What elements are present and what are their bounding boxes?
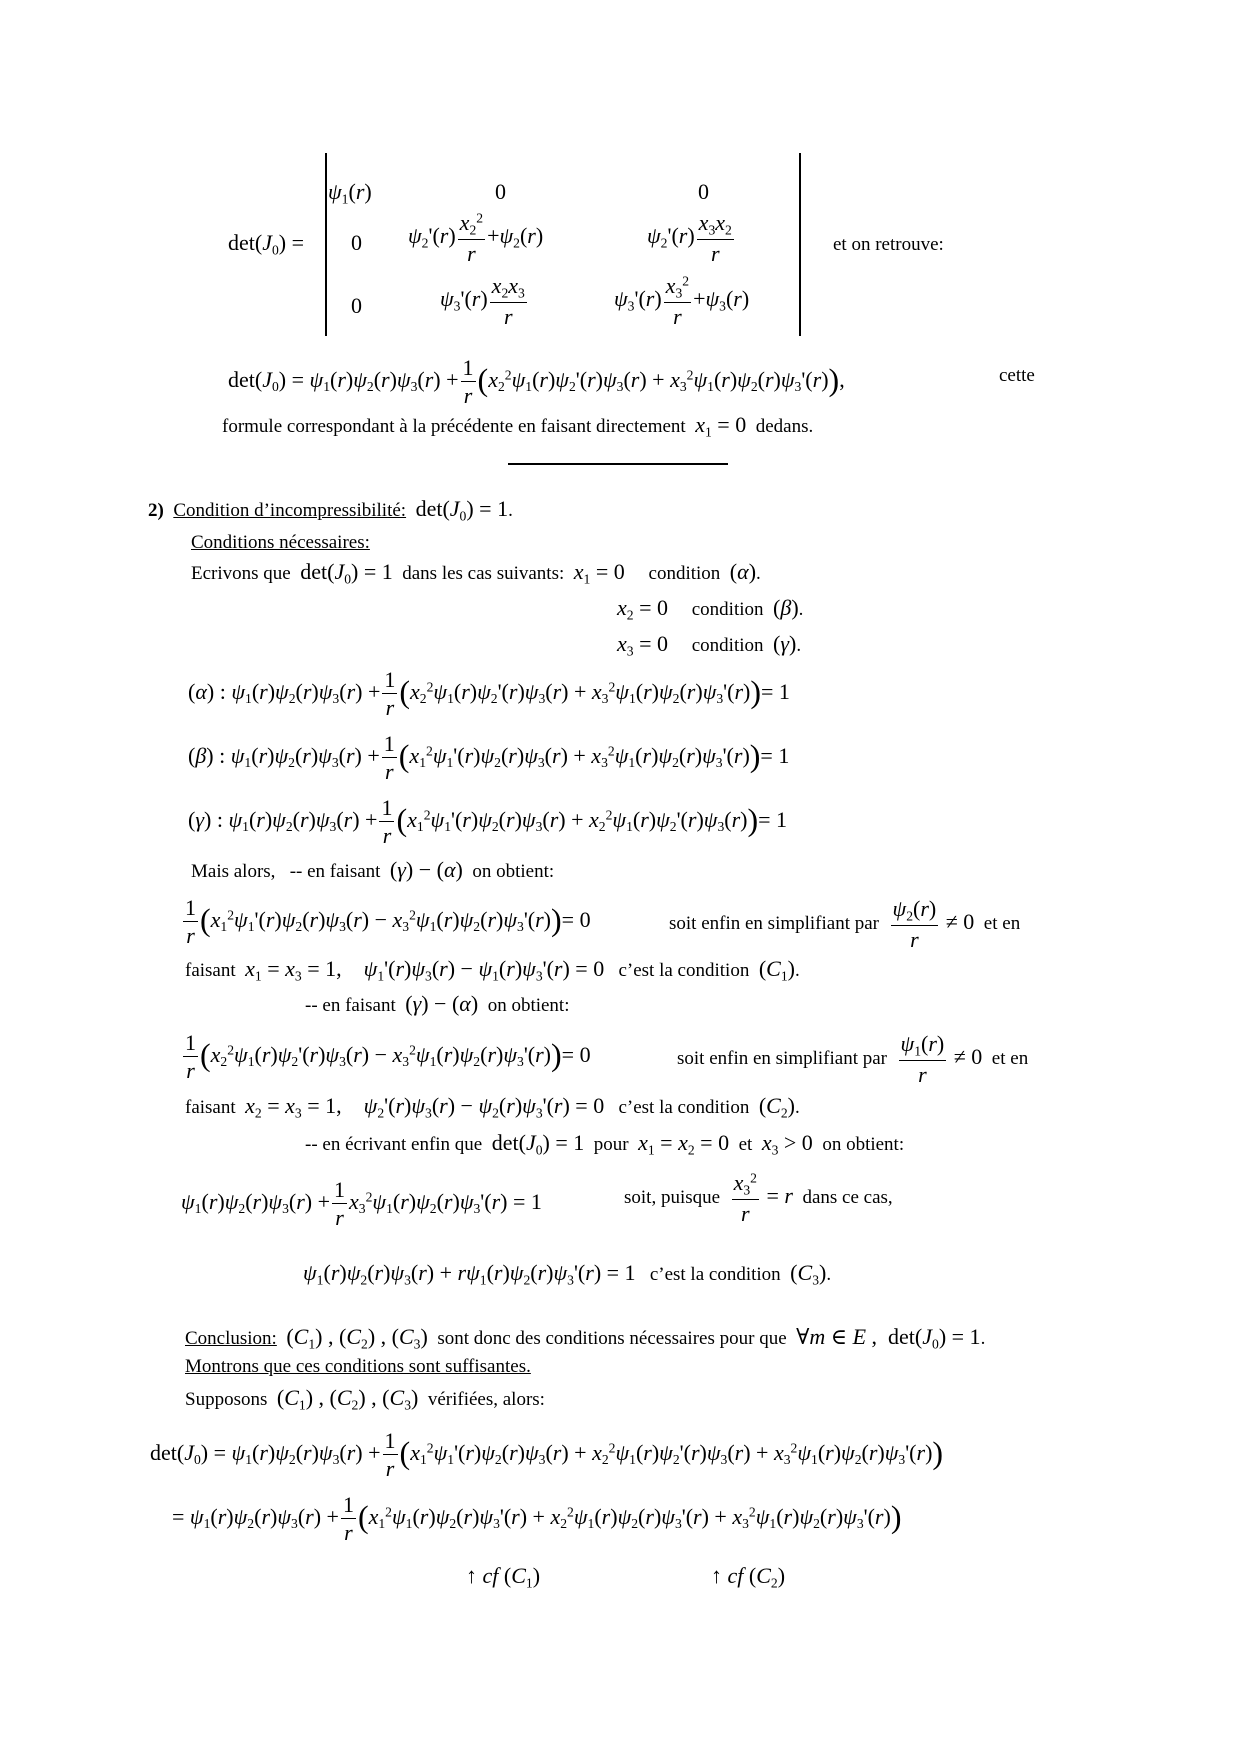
det-bar-left [325,153,327,336]
formule-line: formule correspondant à la précédente en faisant directement $x_1 = 0$ dedans. [222,412,814,440]
cf-c2-annotation: ↑ cf $(C_2)$ [711,1563,786,1591]
section-heading: 2) Condition d’incompressibilité: $\det(J_0) = 1$. [148,496,513,524]
det-bar-right [799,153,801,336]
equation-gamma: (γ) : $\psi_1(r)\psi_2(r)\psi_3(r)$ + $\frac{1}{r}$ $(x_1^2\psi_1'(r)\psi_2(r)\psi_3(r) + x_2^2\psi_1(r)\psi_2'(r)\psi_3(r))= 1$ [188,795,788,849]
mais-alors-line: Mais alors, -- en faisant (γ) − (α) on obtient: [191,857,555,882]
montrons-line: Montrons que ces conditions sont suffisantes. [185,1356,531,1377]
matrix-r3c3: $\psi_3'(r)$ $\frac{x_3^2}{r}$ $+\psi_3(r)$ [614,273,750,330]
ecrivons-line: Ecrivons que $\det(J_0) = 1$ dans les cas suivants: $x_1 = 0$ condition (α). [191,559,761,587]
cf-c1-annotation: ↑ cf $(C_1)$ [466,1563,541,1591]
simplifiant-c1: soit enfin en simplifiant par $\frac{\psi_2(r)}{r}$ ≠ 0 et en [669,896,1021,953]
matrix-r2c1: 0 [351,230,362,255]
soit-puisque: soit, puisque $\frac{x_3^2}{r}$ = r dans ce cas, [624,1170,893,1227]
matrix-r2c3: $\psi_2'(r)$ $\frac{x_3x_2}{r}$ [647,210,732,267]
matrix-r3c2: $\psi_3'(r)$ $\frac{x_2x_3}{r}$ [440,273,525,330]
matrix-r1c3: 0 [698,179,709,204]
equation-c3-derivation: $\psi_1(r)\psi_2(r)\psi_3(r)$ + $\frac{1}{r}$ $x_3^2\psi_1(r)\psi_2(r)\psi_3'(r) = 1$ [181,1177,542,1231]
equation-c1-derivation: $\frac{1}{r}$ $(x_1^2\psi_1'(r)\psi_2(r)\psi_3(r) - x_3^2\psi_1(r)\psi_2(r)\psi_3'(r))= 0$ [185,895,591,949]
condition-c3-line: $\psi_1(r)\psi_2(r)\psi_3(r) + r\psi_1(r)\psi_2(r)\psi_3'(r) = 1$ c’est la condition $(C_3)$. [303,1260,832,1288]
condition-c2-line: faisant $x_2 = x_3 = 1$, $\psi_2'(r)\psi_3(r) - \psi_2(r)\psi_3'(r) = 0$ c’est la condition $(C_2)$. [185,1093,800,1121]
det-formula-line: $\det(J_0) = \psi_1(r)\psi_2(r)\psi_3(r)$ + $\frac{1}{r}$ $(x_2^2\psi_1(r)\psi_2'(r)\psi_3(r) + x_3^2\psi_1(r)\psi_2(r)\psi_3'(r))$, [228,355,845,409]
supposons-line: Supposons $(C_1)$ , $(C_2)$ , $(C_3)$ vérifiées, alors: [185,1385,545,1413]
separator-line [508,463,728,465]
condition-c1-line: faisant $x_1 = x_3 = 1$, $\psi_1'(r)\psi_3(r) - \psi_1(r)\psi_3'(r) = 0$ c’est la condition $(C_1)$. [185,956,800,984]
final-det-line1: $\det(J_0) = \psi_1(r)\psi_2(r)\psi_3(r)$ + $\frac{1}{r}$ $(x_1^2\psi_1'(r)\psi_2(r)\psi_3(r) + x_2^2\psi_1(r)\psi_2'(r)\psi_3(r) + x_3^2\psi_1(r)\psi_2(r)\psi_3'(r))$ [150,1428,944,1482]
cette: cette [999,365,1035,386]
dash2-line: -- en faisant (γ) − (α) on obtient: [305,991,570,1016]
necessary-heading: Conditions nécessaires: [191,532,370,553]
case-beta: $x_2 = 0$ condition (β). [617,595,804,623]
equation-c2-derivation: $\frac{1}{r}$ $(x_2^2\psi_1(r)\psi_2'(r)\psi_3(r) - x_3^2\psi_1(r)\psi_2(r)\psi_3'(r))= 0$ [185,1030,591,1084]
et-on-retrouve: et on retrouve: [833,234,944,255]
conclusion-line: Conclusion: $(C_1)$ , $(C_2)$ , $(C_3)$ sont donc des conditions nécessaires pour que ∀m ∈ E , $\det(J_0) = 1$. [185,1324,986,1352]
equation-beta: (β) : $\psi_1(r)\psi_2(r)\psi_3(r)$ + $\frac{1}{r}$ $(x_1^2\psi_1'(r)\psi_2(r)\psi_3(r) + x_3^2\psi_1(r)\psi_2(r)\psi_3'(r))= 1$ [188,731,790,785]
matrix-r1c2: 0 [495,179,506,204]
case-gamma: $x_3 = 0$ condition (γ). [617,631,802,659]
matrix-r1c1: $\psi_1(r)$ [328,179,372,207]
matrix-r3c1: 0 [351,293,362,318]
final-det-line2: = $\psi_1(r)\psi_2(r)\psi_3(r)$ + $\frac{1}{r}$ $(x_1^2\psi_1(r)\psi_2(r)\psi_3'(r) + x_2^2\psi_1(r)\psi_2(r)\psi_3'(r) + x_3^2\psi_1(r)\psi_2(r)\psi_3'(r))$ [172,1492,902,1546]
dash3-line: -- en écrivant enfin que $\det(J_0) = 1$ pour $x_1 = x_2 = 0$ et $x_3 > 0$ on obtient: [305,1130,905,1158]
equation-alpha: (α) : $\psi_1(r)\psi_2(r)\psi_3(r)$ + $\frac{1}{r}$ $(x_2^2\psi_1(r)\psi_2'(r)\psi_3(r) + x_3^2\psi_1(r)\psi_2(r)\psi_3'(r))= 1$ [188,667,790,721]
matrix-r2c2: $\psi_2'(r)$ $\frac{x_2^2}{r}$ $+\psi_2(r)$ [408,210,544,267]
det-label: $\det(J_0)$ = [228,230,305,258]
simplifiant-c2: soit enfin en simplifiant par $\frac{\psi_1(r)}{r}$ ≠ 0 et en [677,1031,1029,1088]
